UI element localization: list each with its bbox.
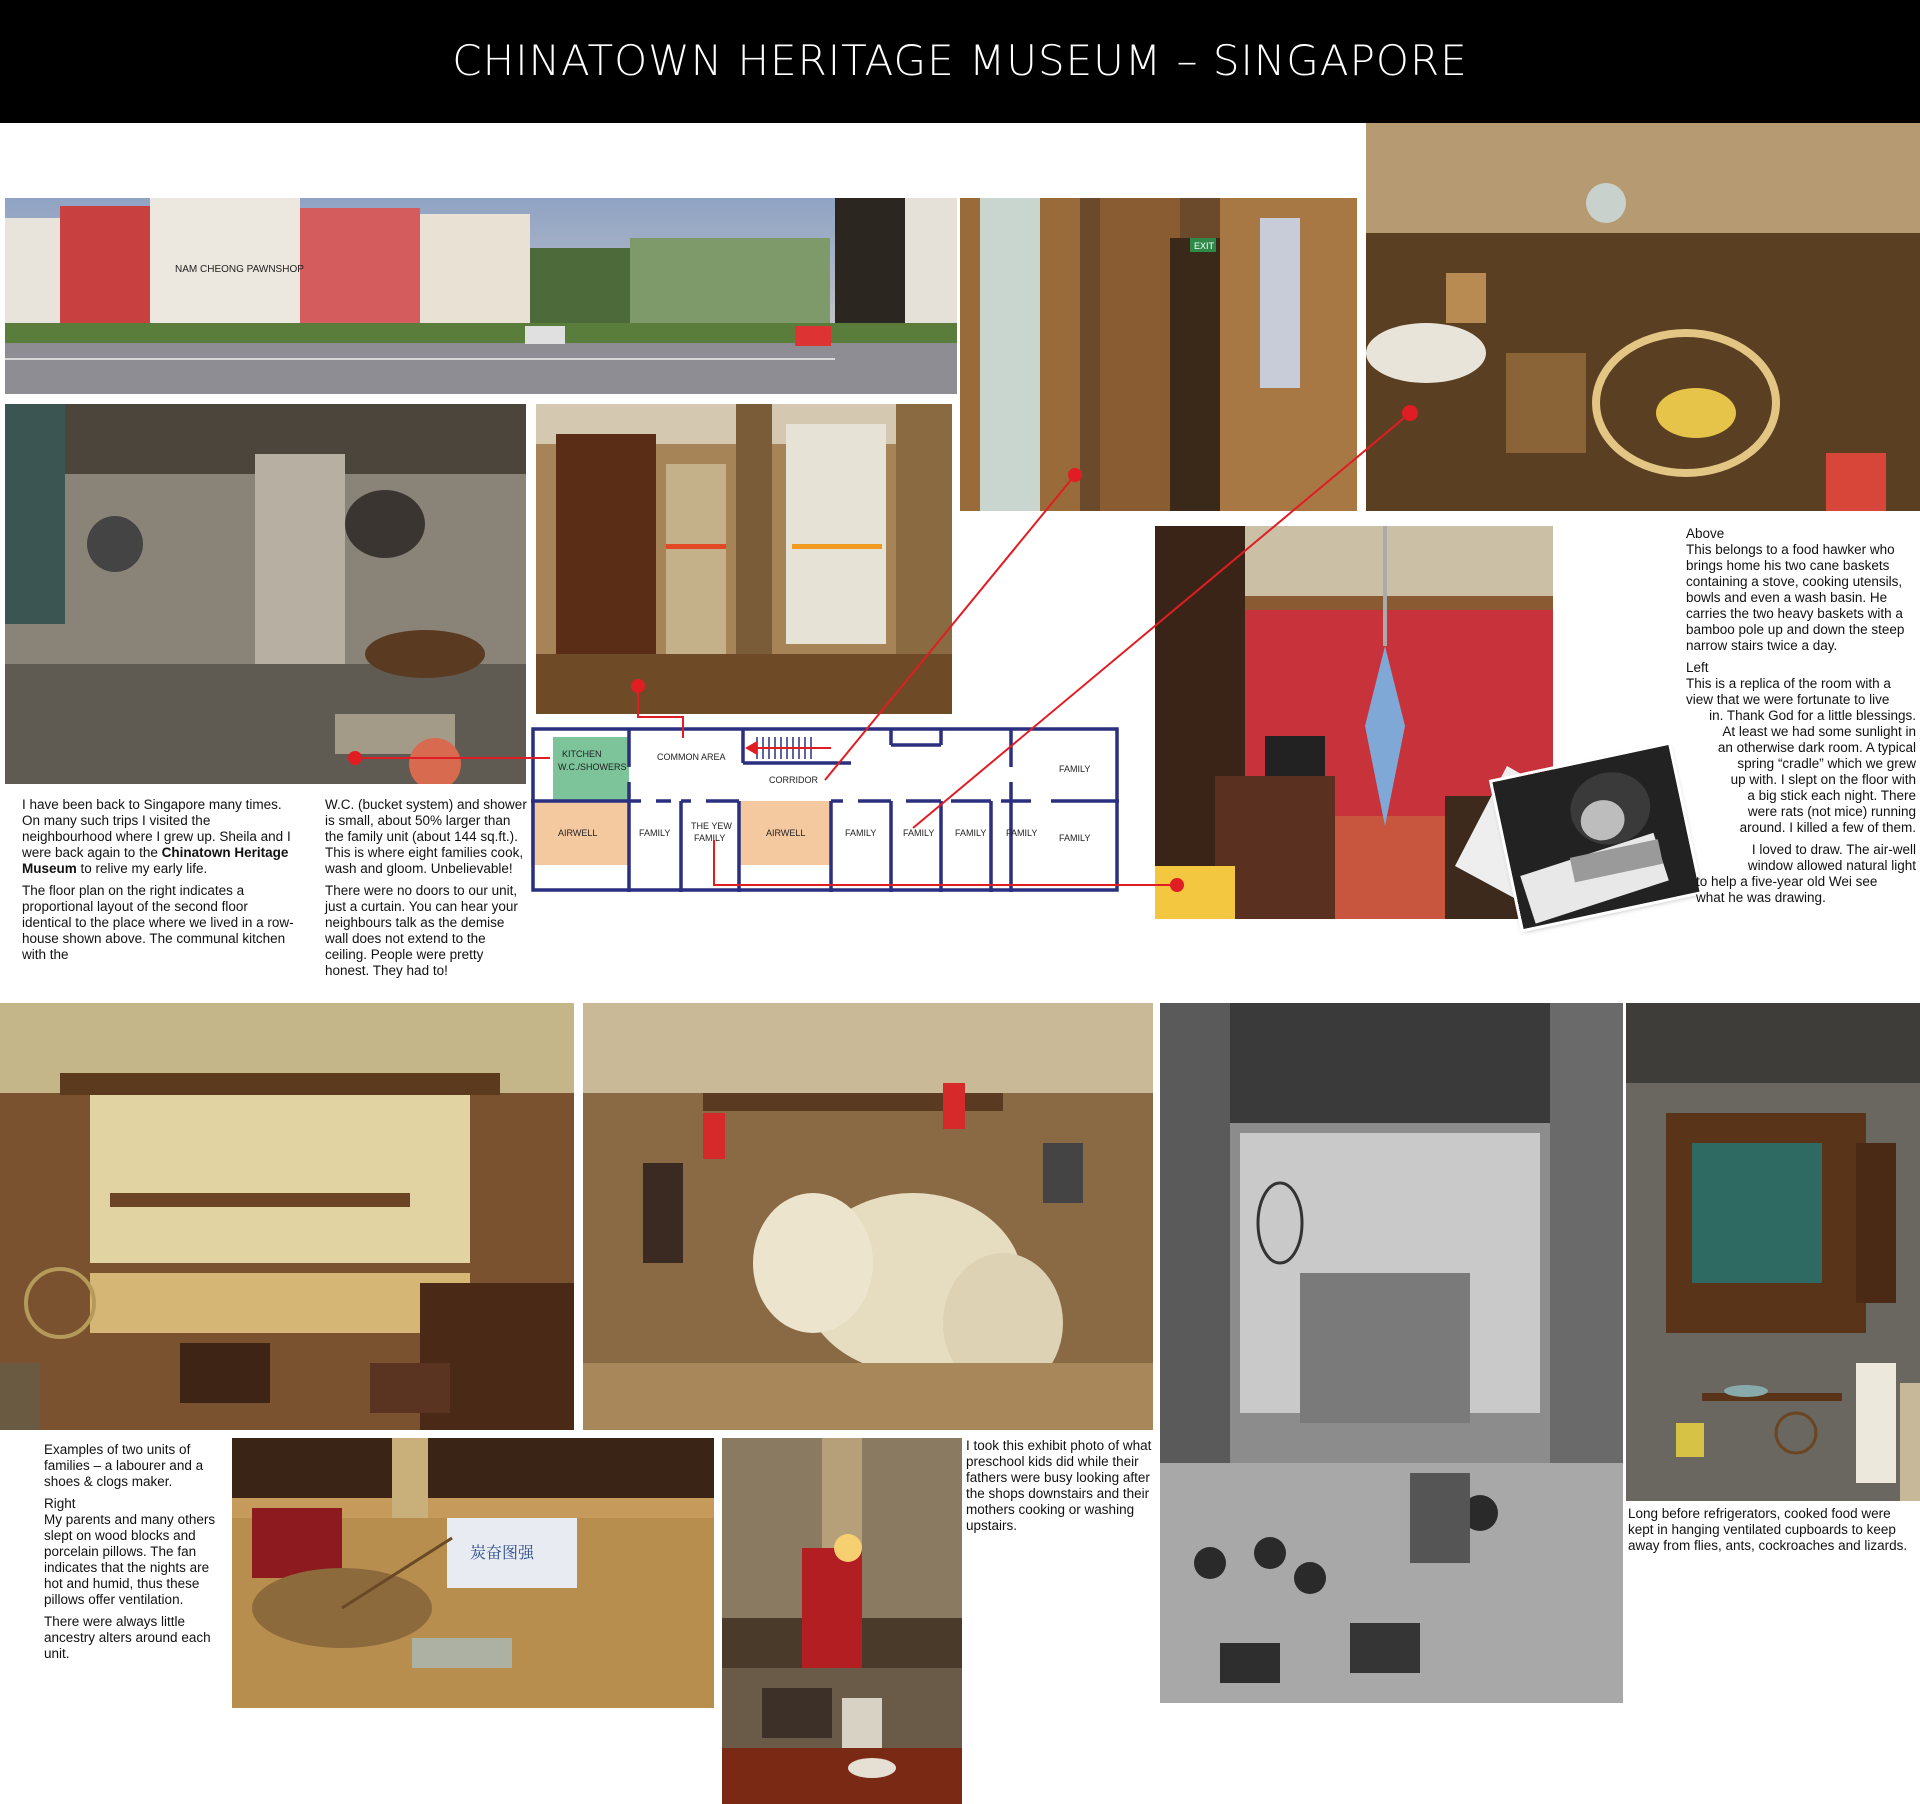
corridor-photo (960, 198, 1357, 511)
plan-label-family-1: FAMILY (639, 828, 671, 838)
cupboard-paragraph: Long before refrigerators, cooked food were kept in hanging ventilated cupboards to keep away from flies, ants, cockroaches and lizards. (1628, 1506, 1908, 1553)
text-right-column (1686, 526, 1916, 906)
kids-exhibit-photo (1160, 1003, 1623, 1703)
above-paragraph: This belongs to a food hawker who brings home his two cane baskets containing a stove, cooking utensils, bowls and even a wash basin. He carries the two heavy baskets with a bamboo pole up and down the steep narrow stairs twice a day. (1686, 542, 1905, 653)
plan-label-corridor: CORRIDOR (769, 775, 818, 785)
above-heading: Above (1686, 526, 1725, 541)
left-paragraph: This is a replica of the room with a view that we were fortunate to live in. Thank God for a little blessings. At least we had some sunlight in an otherwise dark room. A typical spring “cradle” which we grew up with. I slept on the floor with a big stick each night. There were rats (not mice) running around. I killed a few of them. (1686, 676, 1916, 835)
plan-label-family-5: FAMILY (1006, 828, 1038, 838)
plan-label-family-3: FAMILY (903, 828, 935, 838)
plan-label-kitchen: KITCHEN (562, 749, 602, 759)
curtain-paragraph: There were no doors to our unit, just a curtain. You can hear your neighbours talk as the demise wall does not extend to the ceiling. People were pretty honest. They had to! (325, 883, 518, 978)
text-bottom-right (1628, 1506, 1916, 1560)
plan-label-common-area: COMMON AREA (657, 752, 726, 762)
floor-plan (531, 727, 1119, 892)
text-column-2 (325, 797, 530, 985)
street-panorama-photo (5, 198, 957, 394)
text-bottom-left (44, 1442, 229, 1668)
plan-label-family-6: FAMILY (1059, 764, 1091, 774)
hanging-cupboard-photo (1626, 1003, 1920, 1501)
page-header (0, 0, 1920, 123)
svg-text:EXIT: EXIT (1194, 241, 1215, 251)
kitchen-paragraph: W.C. (bucket system) and shower is small, about 50% larger than the family unit (about 144 sq.ft.). This is where eight families cook, wash and gloom. Unbelievable! (325, 797, 527, 876)
plan-label-family-2: FAMILY (845, 828, 877, 838)
pillows-and-fan-photo (232, 1438, 714, 1708)
text-bottom-middle (966, 1438, 1156, 1540)
plan-label-yew-2: FAMILY (694, 833, 726, 843)
kids-paragraph: I took this exhibit photo of what preschool kids did while their fathers were busy looking after the shops downstairs and their mothers cooking or washing upstairs. (966, 1438, 1152, 1533)
museum-name: Chinatown Heritage Museum (22, 845, 289, 876)
pawnshop-sign: NAM CHEONG PAWNSHOP (175, 264, 304, 275)
drawing-paragraph: I loved to draw. The air-well window allowed natural light to help a five-year old Wei see what he was drawing. (1696, 842, 1916, 905)
plan-label-family-4: FAMILY (955, 828, 987, 838)
altar-paragraph: There were always little ancestry alters around each unit. (44, 1614, 211, 1661)
hawker-baskets-photo (1366, 123, 1920, 511)
right-heading: Right (44, 1496, 76, 1511)
plan-label-airwell-2: AIRWELL (766, 828, 806, 838)
communal-kitchen-photo (5, 404, 526, 784)
floor-plan-paragraph: The floor plan on the right indicates a proportional layout of the second floor identical to the place where we lived in a row-house shown above. The communal kitchen with the (22, 883, 294, 962)
text-column-1 (22, 797, 300, 969)
plan-label-yew-1: THE YEW (691, 821, 732, 831)
family-unit-photo (536, 404, 952, 714)
page-title: CHINATOWN HERITAGE MUSEUM – SINGAPORE (452, 36, 1468, 85)
units-paragraph: Examples of two units of families – a labourer and a shoes & clogs maker. (44, 1442, 204, 1489)
ancestry-altar-photo (722, 1438, 962, 1804)
left-heading: Left (1686, 660, 1709, 675)
plan-label-airwell-1: AIRWELL (558, 828, 598, 838)
yew-family-room-photo (1155, 526, 1553, 919)
labourer-unit-photo (0, 1003, 574, 1430)
plan-label-wc: W.C./SHOWERS (558, 762, 627, 772)
clogs-maker-unit-photo (583, 1003, 1153, 1430)
plan-label-family-7: FAMILY (1059, 833, 1091, 843)
pillows-paragraph: My parents and many others slept on wood blocks and porcelain pillows. The fan indicates that the nights are hot and humid, thus these pillows offer ventilation. (44, 1512, 216, 1607)
porcelain-pillow-label: 炭奋图强 (470, 1543, 535, 1562)
intro-paragraph: I have been back to Singapore many times. On many such trips I visited the neighbourhood where I grew up. Sheila and I were back again to the Chinatown Heritage Museum to relive my early life. (22, 797, 291, 876)
